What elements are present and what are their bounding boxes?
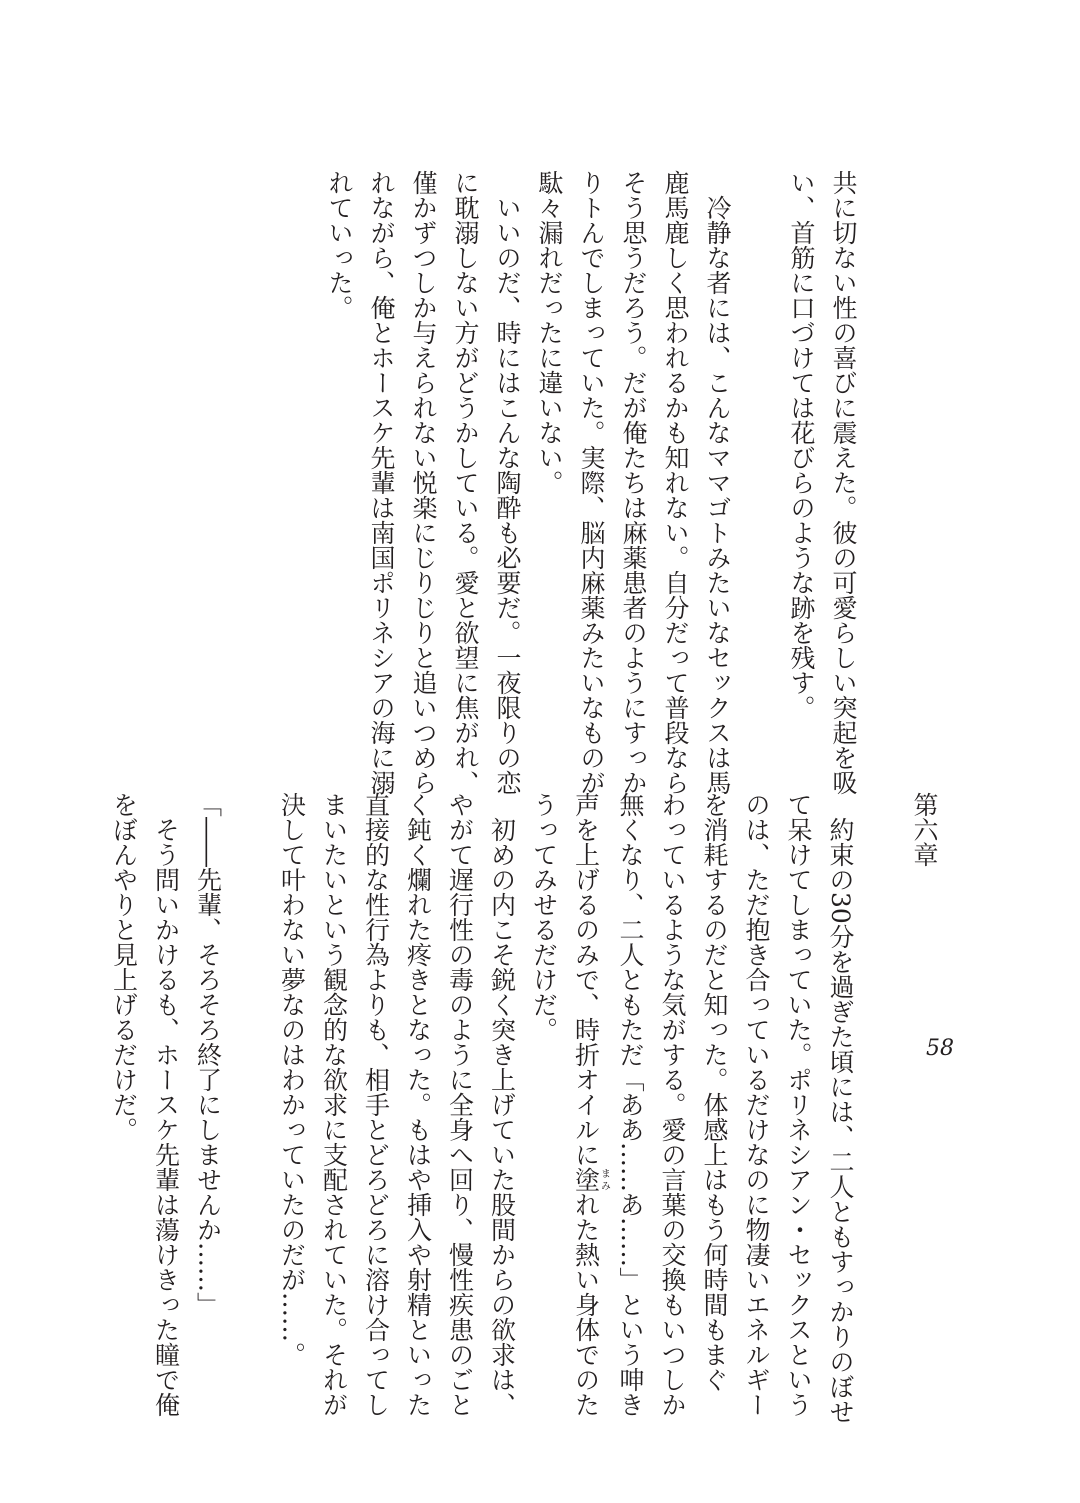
blank-line	[229, 792, 271, 1332]
text-line: を消耗するのだと知った。体感上はもう何時間もまぐ	[700, 792, 729, 1392]
text-line: 「――先輩、そろそろ終了にしませんか……」	[193, 792, 223, 1317]
text-line: 冷静な者には、こんなママゴトみたいなセックスは馬	[703, 170, 732, 795]
text-line: 直接的な性行為よりも、相手とどろどろに溶け合ってし	[361, 792, 391, 1417]
text-line: て呆けてしまっていた。ポリネシアン・セックスという	[784, 792, 813, 1417]
text-block-upper	[318, 170, 864, 795]
text-line: 共に切ない性の喜びに震えた。彼の可愛らしい突起を吸	[829, 170, 858, 795]
text-line: 無くなり、二人ともただ「ああ……あ……」という呻き	[616, 792, 645, 1417]
text-line: いいのだ、時にはこんな陶酔も必要だ。一夜限りの恋	[493, 170, 522, 795]
text-line: をぼんやりと見上げるだけだ。	[109, 792, 139, 1142]
text-line: く鈍く爛れた疼きとなった。もはや挿入や射精といった	[403, 792, 433, 1417]
text-line: 僅かずつしか与えられない悦楽にじりじりと追いつめら	[409, 170, 438, 795]
text-line: 決して叶わない夢なのはわかっていたのだが……。	[277, 792, 307, 1367]
text-line-with-ruby	[565, 792, 610, 1417]
blank-line	[738, 170, 780, 710]
text-line: うってみせるだけだ。	[529, 792, 559, 1042]
text-line: そう問いかけるも、ホースケ先輩は蕩けきった瞳で俺	[151, 792, 181, 1417]
text-line: りトんでしまっていた。実際、脳内麻薬みたいなものが	[577, 170, 606, 795]
text-line: わっているような気がする。愛の言葉の交換もいつしか	[658, 792, 687, 1417]
page-number: 58	[926, 1036, 954, 1061]
chapter-title: 第六章	[910, 792, 939, 867]
text-line: 駄々漏れだったに違いない。	[535, 170, 564, 495]
text-block-lower	[103, 792, 946, 1424]
text-line: 約束の30分を過ぎた頃には、二人ともすっかりのぼせ	[826, 792, 855, 1424]
text-line: い、首筋に口づけては花びらのような跡を残す。	[787, 170, 816, 720]
text-line: のは、ただ抱き合っているだけなのに物凄いエネルギー	[742, 792, 771, 1417]
text-line: やがて遅行性の毒のように全身へ回り、慢性疾患のごと	[445, 792, 475, 1417]
text-line: 鹿馬鹿しく思われるかも知れない。自分だって普段なら	[661, 170, 690, 795]
text-line: れていった。	[325, 170, 354, 320]
blank-line	[861, 792, 903, 1332]
text-line: 初めの内こそ鋭く突き上げていた股間からの欲求は、	[487, 792, 517, 1417]
ruby-reading: まみ	[598, 1167, 610, 1192]
text-line: そう思うだろう。だが俺たちは麻薬患者のようにすっか	[619, 170, 648, 795]
text-segment: 声を上げるのみで、時折オイルに塗まみれた熱い身体でのた	[571, 792, 610, 1417]
text-line: れながら、俺とホースケ先輩は南国ポリネシアの海に溺	[367, 170, 396, 795]
text-line: に耽溺しない方がどうかしている。愛と欲望に焦がれ、	[451, 170, 480, 795]
ruby-annotation: 塗まみ	[571, 1167, 610, 1192]
text-line: まいたいという観念的な欲求に支配されていた。それが	[319, 792, 349, 1417]
